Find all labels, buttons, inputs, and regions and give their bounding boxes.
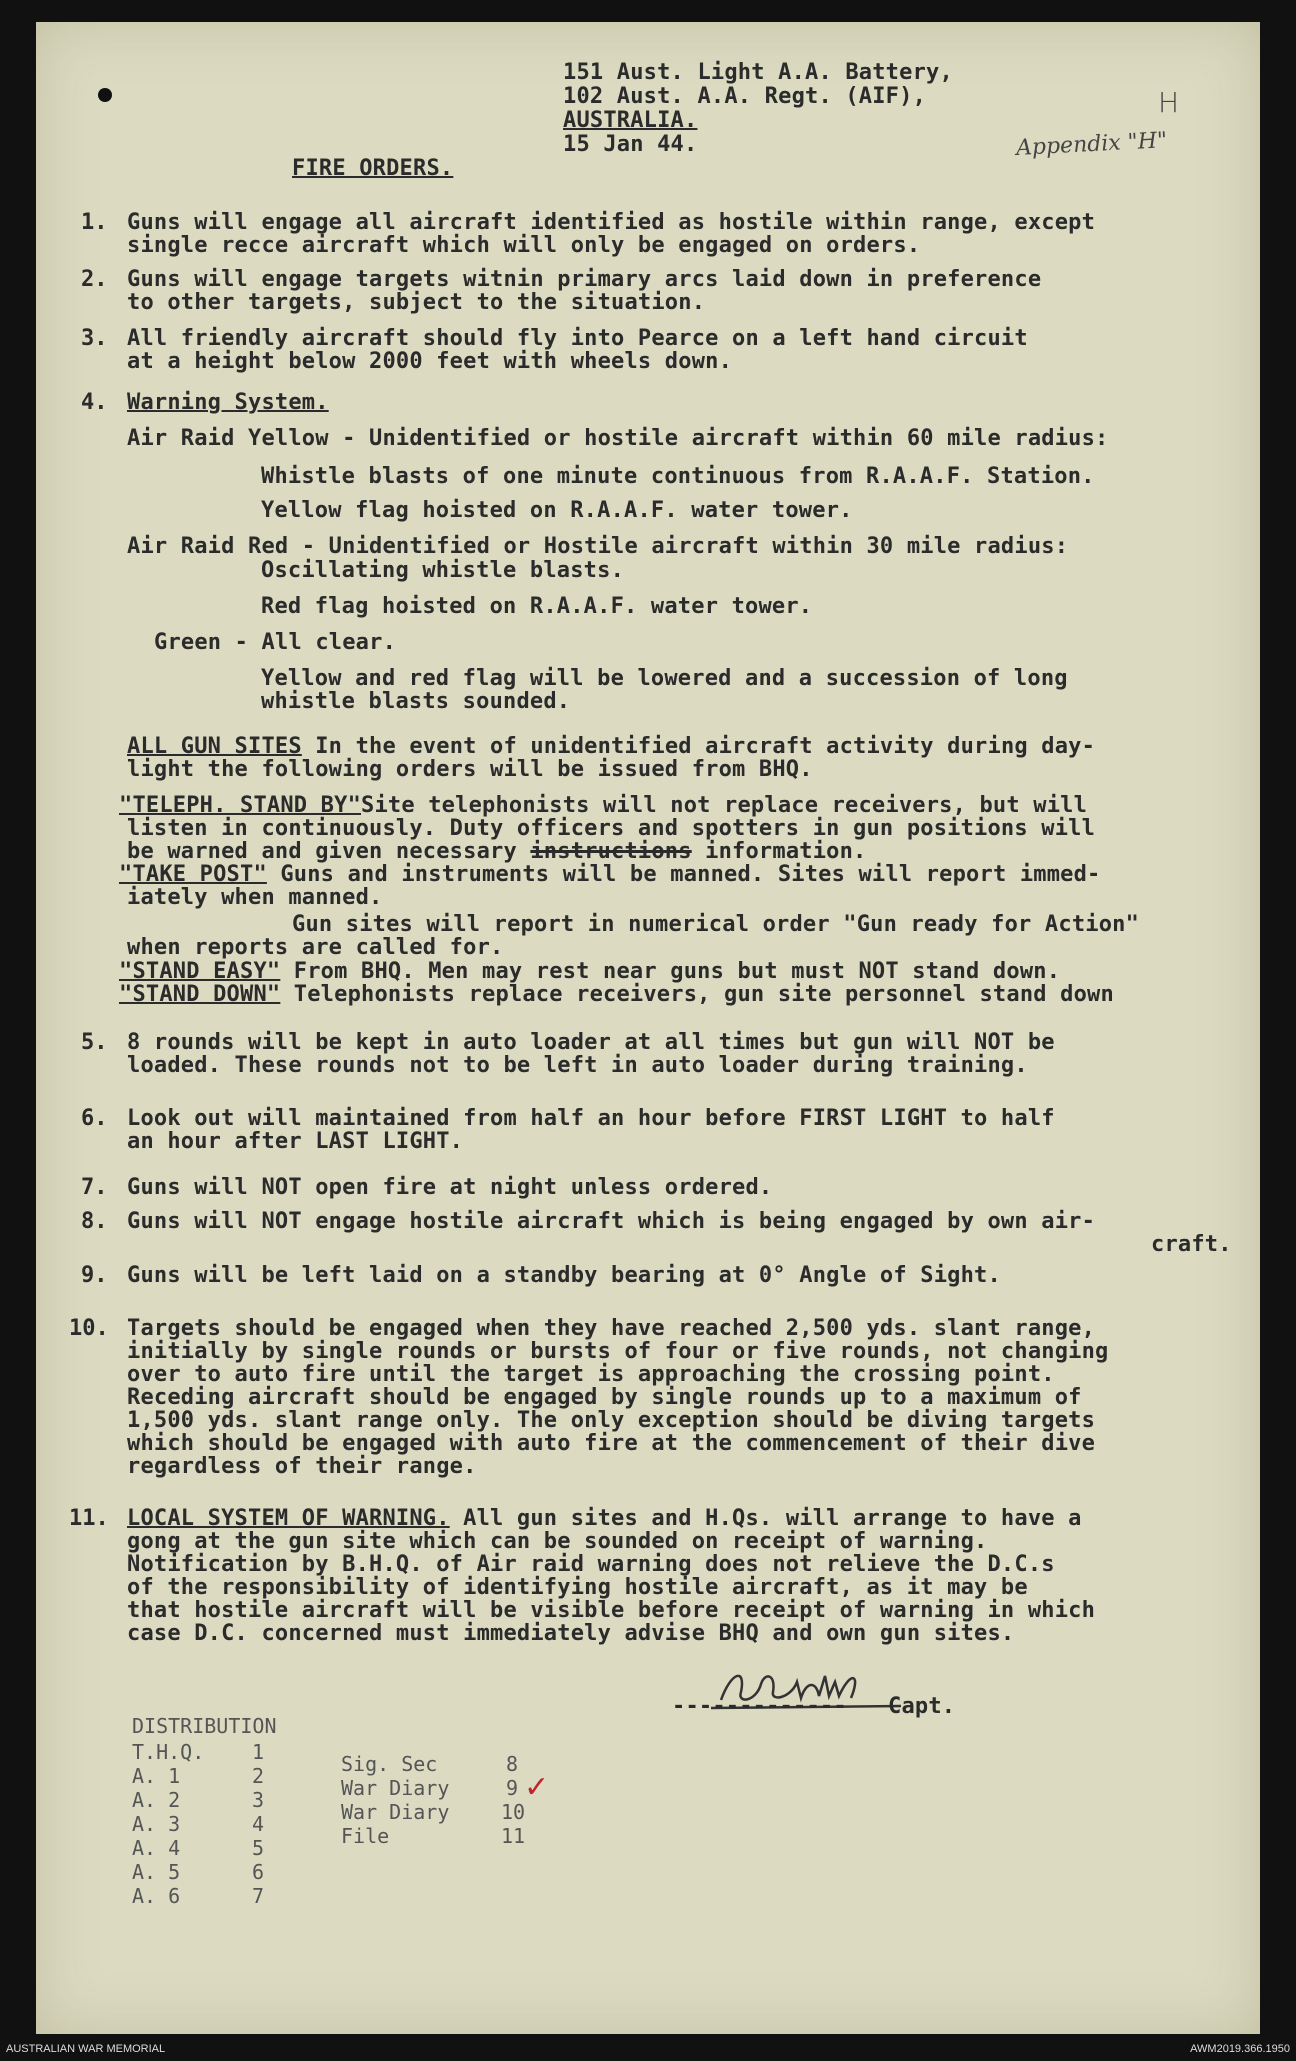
item-11-line: gong at the gun site which can be sounded on receipt of warning.	[127, 1529, 988, 1554]
distribution-entry: A. 3	[132, 1812, 181, 1836]
item-8-line: Guns will NOT engage hostile aircraft which is being engaged by own air-	[127, 1209, 1096, 1234]
distribution-number: 9	[506, 1776, 519, 1800]
green-detail: Yellow and red flag will be lowered and a succession of long	[261, 666, 1068, 691]
take-post-text: when reports are called for.	[127, 935, 504, 960]
distribution-entry: A. 2	[132, 1788, 181, 1812]
stand-easy-label: "STAND EASY"	[119, 959, 281, 984]
item-number: 9.	[81, 1263, 108, 1288]
item-5-line: 8 rounds will be kept in auto loader at all times but gun will NOT be	[127, 1030, 1055, 1055]
distribution-number: 6	[252, 1860, 265, 1884]
take-post-text: Guns and instruments will be manned. Sites will report immed-	[266, 862, 1101, 887]
item-6-line: Look out will maintained from half an hour before FIRST LIGHT to half	[127, 1106, 1055, 1131]
distribution-number: 8	[506, 1752, 519, 1776]
green-all-clear: Green - All clear.	[154, 630, 397, 655]
location: AUSTRALIA.	[563, 108, 698, 133]
distribution-entry: A. 6	[132, 1884, 181, 1908]
distribution-entry: Sig. Sec	[341, 1752, 438, 1776]
item-10-line: which should be engaged with auto fire at the commencement of their dive	[127, 1431, 1096, 1456]
distribution-number: 2	[252, 1764, 265, 1788]
item-10-line: Targets should be engaged when they have reached 2,500 yds. slant range,	[127, 1316, 1096, 1341]
distribution-number: 10	[501, 1800, 526, 1824]
teleph-text: listen in continuously. Duty officers and spotters in gun positions will	[127, 816, 1096, 841]
corner-mark: H	[1158, 86, 1180, 119]
stand-easy-line	[119, 959, 1060, 984]
unit-line-1: 151 Aust. Light A.A. Battery,	[563, 60, 953, 85]
item-2-line: to other targets, subject to the situation.	[127, 290, 706, 315]
item-10-line: 1,500 yds. slant range only. The only exception should be diving targets	[127, 1408, 1096, 1433]
item-number: 3.	[81, 326, 108, 351]
item-11-line: that hostile aircraft will be visible before receipt of warning in which	[127, 1598, 1096, 1623]
distribution-entry: A. 4	[132, 1836, 181, 1860]
teleph-line	[119, 793, 1087, 818]
item-number: 5.	[81, 1030, 108, 1055]
item-number: 1.	[81, 210, 108, 235]
item-2-line: Guns will engage targets witnin primary arcs laid down in preference	[127, 267, 1042, 292]
distribution-entry: T.H.Q.	[132, 1740, 205, 1764]
footer-right: AWM2019.366.1950	[1190, 2043, 1290, 2055]
air-raid-yellow: Air Raid Yellow - Unidentified or hostile aircraft within 60 mile radius:	[127, 426, 1109, 451]
yellow-detail: Whistle blasts of one minute continuous from R.A.A.F. Station.	[261, 464, 1095, 489]
stand-down-label: "STAND DOWN"	[119, 982, 281, 1007]
distribution-number: 7	[252, 1884, 265, 1908]
item-11-line	[127, 1506, 1082, 1531]
item-11-line: case D.C. concerned must immediately advise BHQ and own gun sites.	[127, 1621, 1015, 1646]
air-raid-red: Air Raid Red - Unidentified or Hostile aircraft within 30 mile radius:	[127, 534, 1069, 559]
distribution-number: 5	[252, 1836, 265, 1860]
teleph-line	[127, 839, 867, 864]
take-post-line	[119, 862, 1101, 887]
item-8-line: craft.	[1151, 1232, 1232, 1257]
local-warning-label: LOCAL SYSTEM OF WARNING.	[127, 1506, 450, 1531]
page-title: FIRE ORDERS.	[292, 156, 454, 181]
teleph-stand-by-label: "TELEPH. STAND BY"	[119, 793, 362, 818]
red-detail: Oscillating whistle blasts.	[261, 558, 625, 583]
item-11-line: of the responsibility of identifying hostile aircraft, as it may be	[127, 1575, 1028, 1600]
date: 15 Jan 44.	[563, 132, 698, 157]
item-number: 7.	[81, 1175, 108, 1200]
yellow-detail: Yellow flag hoisted on R.A.A.F. water tower.	[261, 498, 853, 523]
take-post-text: Gun sites will report in numerical order "Gun ready for Action"	[292, 912, 1140, 937]
item-10-line: initially by single rounds or bursts of four or five rounds, not changing	[127, 1339, 1109, 1364]
punch-hole	[98, 88, 112, 102]
struck-word: instructions	[530, 839, 692, 864]
teleph-text: be warned and given necessary	[127, 839, 531, 864]
teleph-text: Site telephonists will not replace receivers, but will	[361, 793, 1088, 818]
item-5-line: loaded. These rounds not to be left in auto loader during training.	[127, 1053, 1028, 1078]
item-11-text: All gun sites and H.Qs. will arrange to have a	[449, 1506, 1082, 1531]
document-page	[36, 22, 1260, 2034]
item-1-line: Guns will engage all aircraft identified as hostile within range, except	[127, 210, 1096, 235]
distribution-number: 1	[252, 1740, 265, 1764]
all-gun-sites-line	[127, 734, 1095, 759]
distribution-number: 11	[501, 1824, 526, 1848]
take-post-text: iately when manned.	[127, 885, 383, 910]
item-number: 4.	[81, 390, 108, 415]
take-post-label: "TAKE POST"	[119, 862, 267, 887]
all-gun-sites-text: In the event of unidentified aircraft activity during day-	[301, 734, 1096, 759]
item-number: 10.	[69, 1316, 109, 1341]
item-3-line: at a height below 2000 feet with wheels down.	[127, 349, 733, 374]
item-1-line: single recce aircraft which will only be engaged on orders.	[127, 233, 921, 258]
item-number: 6.	[81, 1106, 108, 1131]
green-detail: whistle blasts sounded.	[261, 689, 571, 714]
item-number: 2.	[81, 267, 108, 292]
stand-down-line	[119, 982, 1114, 1007]
all-gun-sites-text: light the following orders will be issued from BHQ.	[127, 757, 813, 782]
distribution-number: 3	[252, 1788, 265, 1812]
distribution-title: DISTRIBUTION	[132, 1714, 277, 1738]
item-11-line: Notification by B.H.Q. of Air raid warning does not relieve the D.C.s	[127, 1552, 1055, 1577]
warning-system-heading: Warning System.	[127, 390, 329, 415]
item-number: 8.	[81, 1209, 108, 1234]
item-10-line: Receding aircraft should be engaged by single rounds up to a maximum of	[127, 1385, 1082, 1410]
item-10-line: over to auto fire until the target is approaching the crossing point.	[127, 1362, 1055, 1387]
footer-left: AUSTRALIAN WAR MEMORIAL	[6, 2043, 166, 2055]
all-gun-sites-label: ALL GUN SITES	[127, 734, 302, 759]
red-check-mark-icon: ✓	[524, 1770, 550, 1805]
item-3-line: All friendly aircraft should fly into Pearce on a left hand circuit	[127, 326, 1028, 351]
unit-line-2: 102 Aust. A.A. Regt. (AIF),	[563, 84, 927, 109]
distribution-entry: War Diary	[341, 1776, 450, 1800]
distribution-number: 4	[252, 1812, 265, 1836]
item-7-line: Guns will NOT open fire at night unless ordered.	[127, 1175, 773, 1200]
red-detail: Red flag hoisted on R.A.A.F. water tower.	[261, 594, 813, 619]
distribution-entry: War Diary	[341, 1800, 450, 1824]
appendix-note: Appendix "H"	[1015, 128, 1168, 161]
teleph-text: information.	[691, 839, 867, 864]
archive-footer	[0, 2035, 1296, 2061]
distribution-entry: A. 5	[132, 1860, 181, 1884]
distribution-entry: File	[341, 1824, 390, 1848]
item-number: 11.	[69, 1506, 109, 1531]
stand-easy-text: From BHQ. Men may rest near guns but must NOT stand down.	[280, 959, 1061, 984]
item-6-line: an hour after LAST LIGHT.	[127, 1129, 464, 1154]
signature-rank: Capt.	[888, 1694, 956, 1719]
item-10-line: regardless of their range.	[127, 1454, 477, 1479]
stand-down-text: Telephonists replace receivers, gun site personnel stand down	[280, 982, 1114, 1007]
distribution-entry: A. 1	[132, 1764, 181, 1788]
item-9-line: Guns will be left laid on a standby bearing at 0° Angle of Sight.	[127, 1263, 1001, 1288]
signature-dash-line: -------------	[672, 1694, 847, 1719]
